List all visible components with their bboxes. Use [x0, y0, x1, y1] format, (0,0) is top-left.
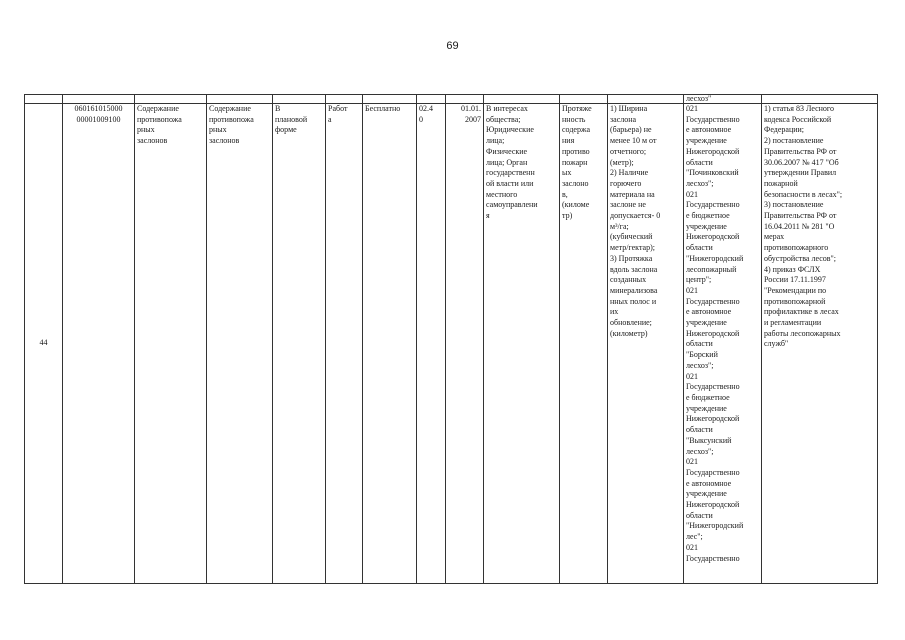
volume-indicator: Протяже нность содержа ния противо пожарн ых заслоно в, (киломе тр) [560, 104, 608, 584]
page-number: 69 [446, 40, 459, 52]
institutions-fragment: лесхоз" [684, 95, 762, 104]
table-cell [762, 95, 878, 104]
table-cell [560, 95, 608, 104]
table-cell [326, 95, 363, 104]
registry-table [24, 94, 878, 584]
work-form: В плановой форме [273, 104, 326, 584]
table-cell [608, 95, 684, 104]
work-content: Содержание противопожа рных заслонов [207, 104, 273, 584]
legal-basis: 1) статья 83 Лесного кодекса Российской Федерации; 2) постановление Правительства РФ от 30.06.2007 № 417 "Об утверждении Правил пожарной безопасности в лесах"; 3) постановление Правительства РФ от 16.04.2011 № 281 "О мерах противопожарного обустройства лесов"; 4) приказ ФСЛХ России 17.11.1997 "Рекомендации по противопожарной профилактике в лесах и регламентации работы лесопожарных служб" [762, 104, 878, 584]
consumers: В интересах общества; Юридические лица; Физические лица; Орган государственн ой власти или местного самоуправлени я [484, 104, 560, 584]
table-cell [207, 95, 273, 104]
table-cell [25, 95, 63, 104]
quality-indicators: 1) Ширина заслона (барьера) не менее 10 м от отчетного; (метр); 2) Наличие горючего материала на заслоне не допускается- 0 м³/га; (кубический метр/гектар); 3) Протяжка вдоль заслона созданных минерализова нных полос и их обновление; (километр) [608, 104, 684, 584]
registry-code: 060161015000 00001009100 [63, 104, 135, 584]
okved-code: 02.4 0 [417, 104, 446, 584]
row-number: 44 [25, 104, 63, 584]
table-cell [135, 95, 207, 104]
table-cell [273, 95, 326, 104]
table-row [25, 104, 878, 584]
table-row-continuation [25, 95, 878, 104]
table-cell [417, 95, 446, 104]
table-cell [363, 95, 417, 104]
payment-type: Бесплатно [363, 104, 417, 584]
work-name: Содержание противопожа рных заслонов [135, 104, 207, 584]
start-date: 01.01. 2007 [446, 104, 484, 584]
institutions-list: 021 Государственно е автономное учреждение Нижегородской области "Починковский лесхоз"; 021 Государственно е бюджетное учреждение Нижегородской области "Нижегородский лесопожарный центр"; 021 Государственно е автономное учреждение Нижегородской области "Борский лесхоз"; 021 Государственно е бюджетное учреждение Нижегородской области "Выксунский лесхоз"; 021 Государственно е автономное учреждение Нижегородской области "Нижегородский лес"; 021 Государственно [684, 104, 762, 584]
table-cell [446, 95, 484, 104]
table-cell [63, 95, 135, 104]
work-type: Работ а [326, 104, 363, 584]
table-cell [484, 95, 560, 104]
